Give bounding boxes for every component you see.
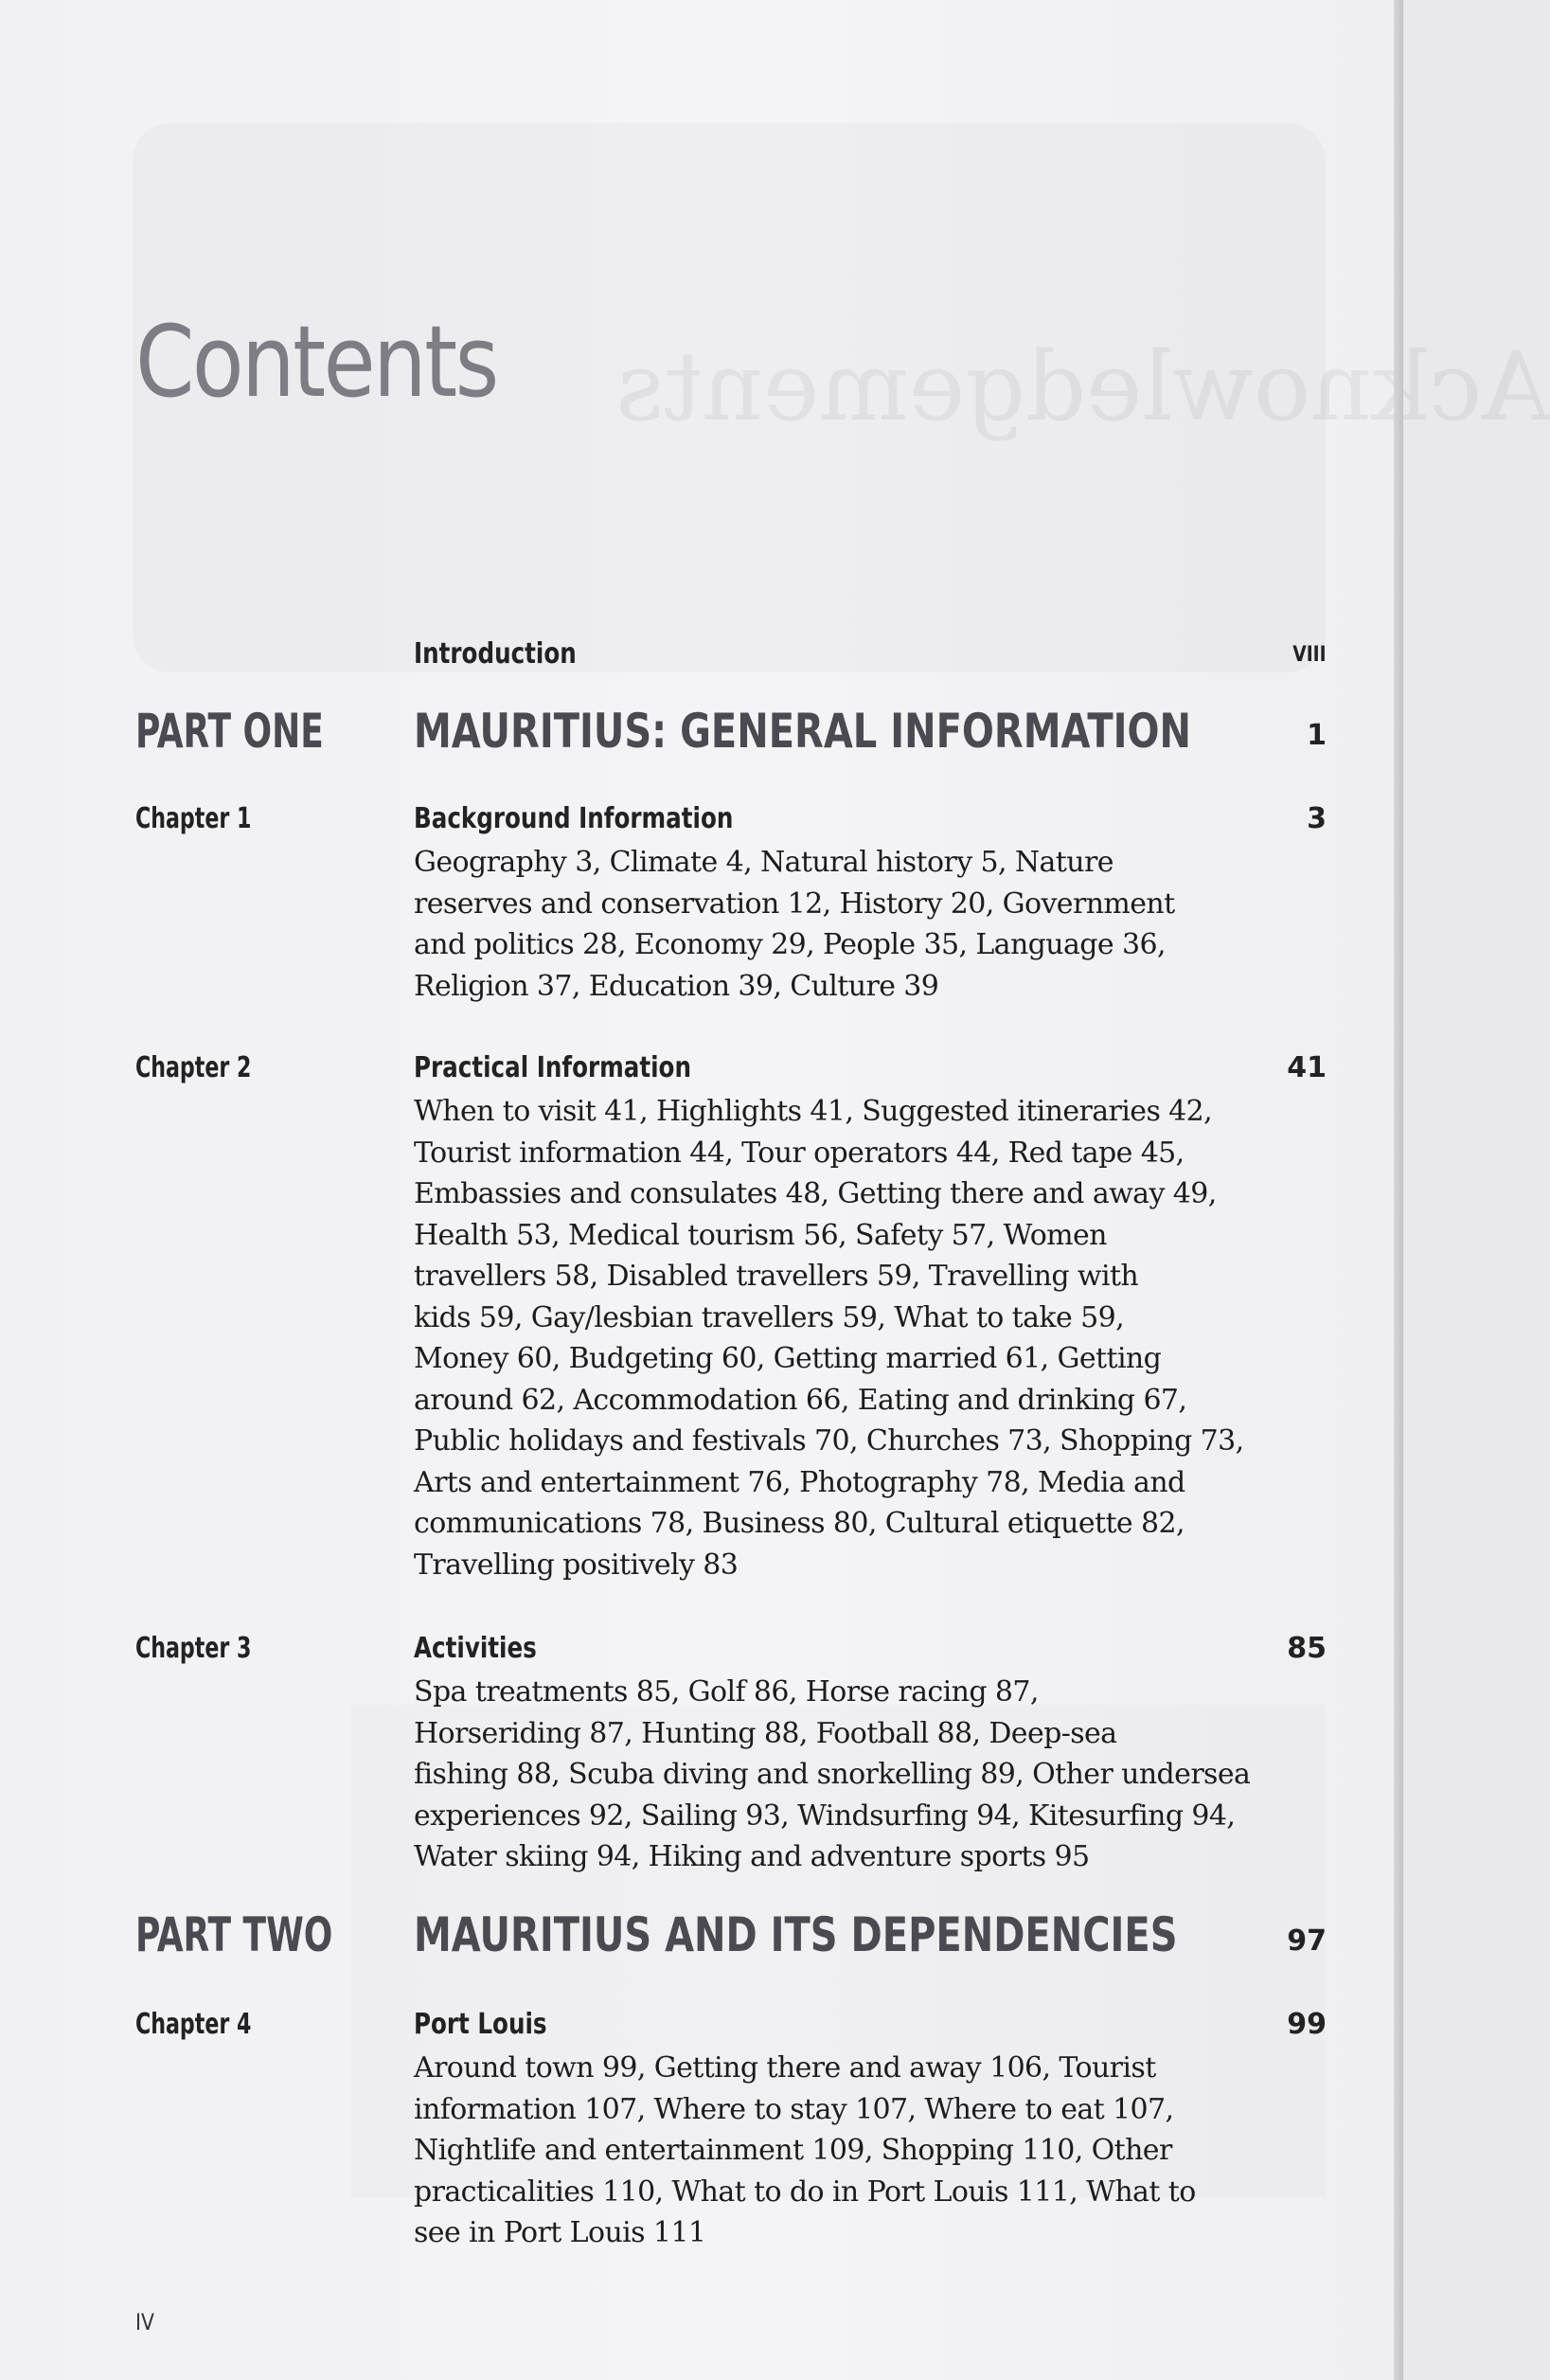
- topic-line: Nightlife and entertainment 109, Shopping 110, Other: [414, 2134, 1172, 2167]
- topic-line: reserves and conservation 12, History 20, Government: [414, 886, 1175, 921]
- topic-line: Religion 37, Education 39, Culture 39: [414, 969, 939, 1003]
- topic-line: Public holidays and festivals 70, Churches 73, Shopping 73,: [414, 1424, 1244, 1458]
- chapter-label: Chapter 4: [135, 2008, 252, 2041]
- topic-line: Tourist information 44, Tour operators 44, Red tape 45,: [414, 1136, 1185, 1170]
- chapter-label: Chapter 2: [135, 1051, 252, 1084]
- topic-line: Arts and entertainment 76, Photography 78, Media and: [414, 1465, 1185, 1499]
- chapter-1-topics: [414, 842, 1304, 1007]
- topic-line: and politics 28, Economy 29, People 35, Language 36,: [414, 928, 1166, 961]
- topic-line: travellers 58, Disabled travellers 59, Travelling with: [414, 1260, 1139, 1293]
- part-heading: MAURITIUS AND ITS DEPENDENCIES: [414, 1907, 1178, 1962]
- chapter-page-number: 3: [1307, 802, 1327, 835]
- topic-line: Health 53, Medical tourism 56, Safety 57, Women: [414, 1218, 1107, 1252]
- topic-line: When to visit 41, Highlights 41, Suggested itineraries 42,: [414, 1095, 1213, 1128]
- topic-line: kids 59, Gay/lesbian travellers 59, What to take 59,: [414, 1300, 1125, 1334]
- topic-line: Travelling positively 83: [414, 1548, 739, 1582]
- topic-line: around 62, Accommodation 66, Eating and drinking 67,: [414, 1383, 1187, 1417]
- topic-line: Geography 3, Climate 4, Natural history 5, Nature: [414, 846, 1114, 879]
- topic-line: Around town 99, Getting there and away 106, Tourist: [414, 2051, 1156, 2085]
- topic-line: Horseriding 87, Hunting 88, Football 88, Deep-sea: [414, 1716, 1117, 1750]
- topic-line: Spa treatments 85, Golf 86, Horse racing 87,: [414, 1675, 1039, 1709]
- entry-page-number: VIII: [1292, 643, 1327, 667]
- ghost-heading: Acknowledgements: [615, 331, 1550, 442]
- topic-line: Embassies and consulates 48, Getting there and away 49,: [414, 1177, 1217, 1210]
- chapter-page-number: 99: [1287, 2008, 1327, 2041]
- topic-line: practicalities 110, What to do in Port Louis 111, What to: [414, 2174, 1196, 2209]
- topic-line: fishing 88, Scuba diving and snorkelling 89, Other undersea: [414, 1758, 1251, 1791]
- chapter-heading: Background Information: [414, 802, 734, 835]
- chapter-label: Chapter 3: [135, 1632, 252, 1665]
- part-page-number: 1: [1307, 719, 1327, 752]
- chapter-3-topics: [414, 1672, 1304, 1878]
- chapter-heading: Activities: [414, 1632, 537, 1665]
- chapter-2-topics: [414, 1091, 1304, 1585]
- chapter-heading: Practical Information: [414, 1051, 691, 1084]
- part-heading: MAURITIUS: GENERAL INFORMATION: [414, 704, 1191, 759]
- page-title: Contents: [135, 304, 497, 420]
- topic-line: Water skiing 94, Hiking and adventure sports 95: [414, 1840, 1090, 1873]
- entry-heading: Introduction: [414, 637, 577, 671]
- chapter-heading: Port Louis: [414, 2008, 547, 2041]
- topic-line: communications 78, Business 80, Cultural etiquette 82,: [414, 1507, 1185, 1540]
- page-edge-shadow: [1394, 0, 1403, 2380]
- chapter-page-number: 85: [1287, 1632, 1327, 1665]
- topic-line: information 107, Where to stay 107, Where to eat 107,: [414, 2092, 1174, 2126]
- topic-line: experiences 92, Sailing 93, Windsurfing 94, Kitesurfing 94,: [414, 1798, 1236, 1833]
- topic-line: Money 60, Budgeting 60, Getting married 61, Getting: [414, 1342, 1162, 1375]
- topic-line: see in Port Louis 111: [414, 2216, 706, 2249]
- part-label: PART TWO: [135, 1907, 333, 1962]
- chapter-4-topics: [414, 2048, 1304, 2254]
- part-label: PART ONE: [135, 704, 324, 759]
- part-page-number: 97: [1287, 1924, 1327, 1958]
- page-number: IV: [135, 2309, 154, 2335]
- chapter-page-number: 41: [1287, 1051, 1327, 1084]
- chapter-label: Chapter 1: [135, 802, 252, 835]
